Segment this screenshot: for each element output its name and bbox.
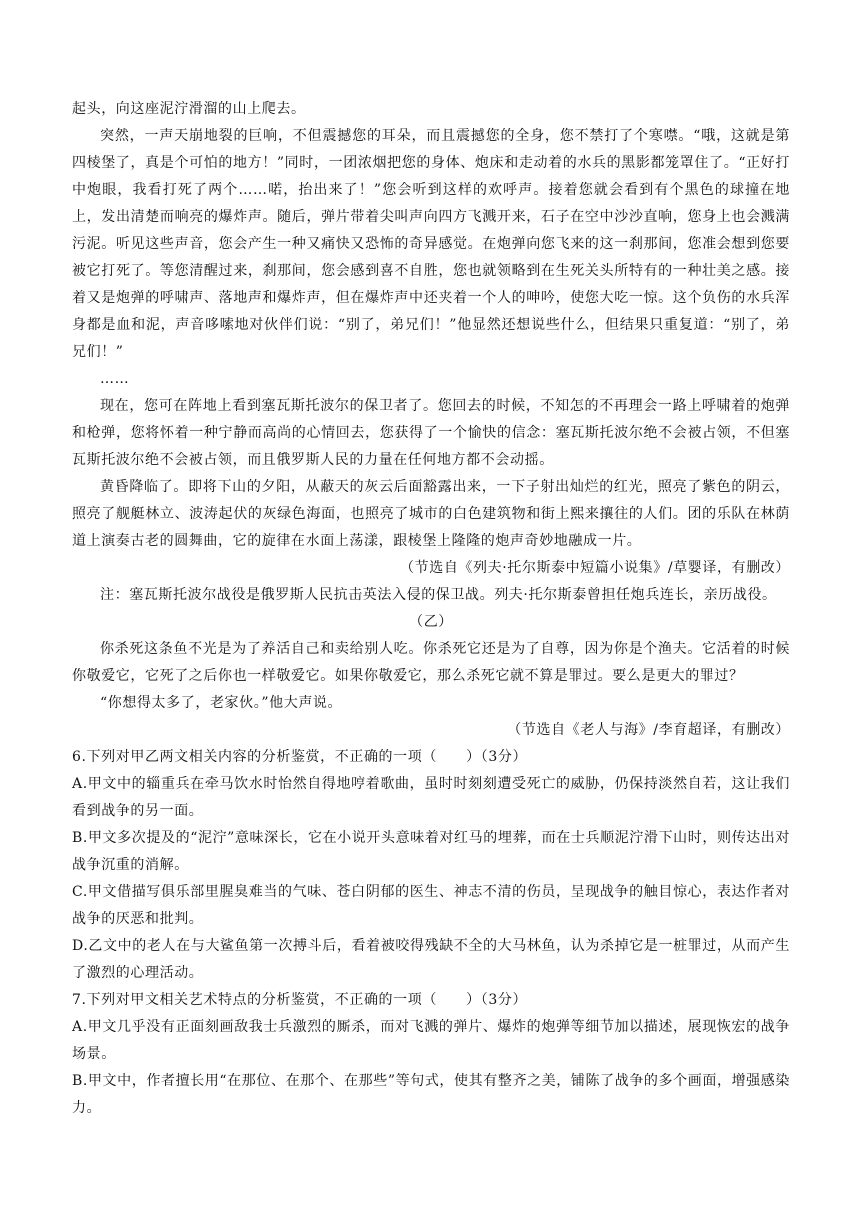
question-7 (72, 987, 790, 1122)
paragraph: 黄昏降临了。即将下山的夕阳，从蔽天的灰云后面豁露出来，一下子射出灿烂的红光，照亮了紫色的阴云，照亮了舰艇林立、波涛起伏的灰绿色海面，也照亮了城市的白色建筑物和街上熙来攘往的人们。团的乐队在林荫道上演奏古老的圆舞曲，它的旋律在水面上荡漾，跟棱堡上隆隆的炮声奇妙地融成一片。 (72, 479, 790, 549)
paragraph: 突然，一声天崩地裂的巨响，不但震撼您的耳朵，而且震撼您的全身，您不禁打了个寒噤。“哦，这就是第四棱堡了，真是个可怕的地方！”同时，一团浓烟把您的身体、炮床和走动着的水兵的黑影都笼罩住了。“正好打中炮眼，我看打死了两个……喏，抬出来了！”您会听到这样的欢呼声。接着您就会看到有个黑色的球撞在地上，发出清楚而响亮的爆炸声。随后，弹片带着尖叫声向四方飞溅开来，石子在空中沙沙直响，您身上也会溅满污泥。听见这些声音，您会产生一种又痛快又恐怖的奇异感觉。在炮弹向您飞来的这一刹那间，您准会想到您要被它打死了。等您清醒过来，刹那间，您会感到喜不自胜，您也就领略到在生死关头所特有的一种壮美之感。接着又是炮弹的呼啸声、落地声和爆炸声，但在爆炸声中还夹着一个人的呻吟，使您大吃一惊。这个负伤的水兵浑身都是血和泥，声音哆嗦地对伙伴们说：“别了，弟兄们！”他显然还想说些什么，但结果只重复道：“别了，弟兄们！” (72, 128, 790, 360)
paragraph: 现在，您可在阵地上看到塞瓦斯托波尔的保卫者了。您回去的时候，不知怎的不再理会一路上呼啸着的炮弹和枪弹，您将怀着一种宁静而高尚的心情回去，您获得了一个愉快的信念：塞瓦斯托波尔绝不会被占领，不但塞瓦斯托波尔绝不会被占领，而且俄罗斯人民的力量在任何地方都不会动摇。 (72, 398, 790, 468)
paragraph: 你杀死这条鱼不光是为了养活自己和卖给别人吃。你杀死它还是为了自尊，因为你是个渔夫。它活着的时候你敬爱它，它死了之后你也一样敬爱它。如果你敬爱它，那么杀死它就不算是罪过。要么是更大的罪过？ (72, 641, 790, 684)
paragraph: “你想得太多了，老家伙。”他大声说。 (100, 695, 343, 711)
question-6 (72, 744, 790, 987)
passage-heading: （乙） (409, 614, 453, 630)
source-citation: （节选自《列夫·托尔斯泰中短篇小说集》/草婴译，有删改） (400, 560, 790, 576)
source-citation: （节选自《老人与海》/李育超译，有删改） (507, 722, 790, 738)
option-a: A.甲文几乎没有正面刻画敌我士兵激烈的厮杀，而对飞溅的弹片、爆炸的炮弹等细节加以描述，展现恢宏的战争场景。 (72, 1019, 790, 1062)
option-c: C.甲文借描写俱乐部里腥臭难当的气味、苍白阴郁的医生、神志不清的伤员，呈现战争的触目惊心，表达作者对战争的厌恶和批判。 (72, 884, 790, 927)
option-b: B.甲文多次提及的“泥泞”意味深长，它在小说开头意味着对红马的埋葬，而在士兵顺泥泞滑下山时，则传达出对战争沉重的消解。 (72, 830, 790, 873)
footnote: 注：塞瓦斯托波尔战役是俄罗斯人民抗击英法入侵的保卫战。列夫·托尔斯泰曾担任炮兵连长，亲历战役。 (100, 587, 777, 603)
passage-a (72, 96, 790, 609)
passage-b (72, 609, 790, 744)
question-stem: 6.下列对甲乙两文相关内容的分析鉴赏，不正确的一项（ ）（3分） (72, 749, 528, 765)
question-stem: 7.下列对甲文相关艺术特点的分析鉴赏，不正确的一项（ ）（3分） (72, 992, 528, 1008)
option-a: A.甲文中的辎重兵在牵马饮水时怡然自得地哼着歌曲，虽时时刻刻遭受死亡的威胁，仍保持淡然自若，这让我们看到战争的另一面。 (72, 776, 790, 819)
paragraph: 起头，向这座泥泞滑溜的山上爬去。 (72, 101, 306, 117)
option-b: B.甲文中，作者擅长用“在那位、在那个、在那些”等句式，使其有整齐之美，铺陈了战争的多个画面，增强感染力。 (72, 1073, 790, 1116)
ellipsis: …… (100, 371, 130, 387)
option-d: D.乙文中的老人在与大鲨鱼第一次搏斗后，看着被咬得残缺不全的大马林鱼，认为杀掉它是一桩罪过，从而产生了激烈的心理活动。 (72, 938, 790, 981)
